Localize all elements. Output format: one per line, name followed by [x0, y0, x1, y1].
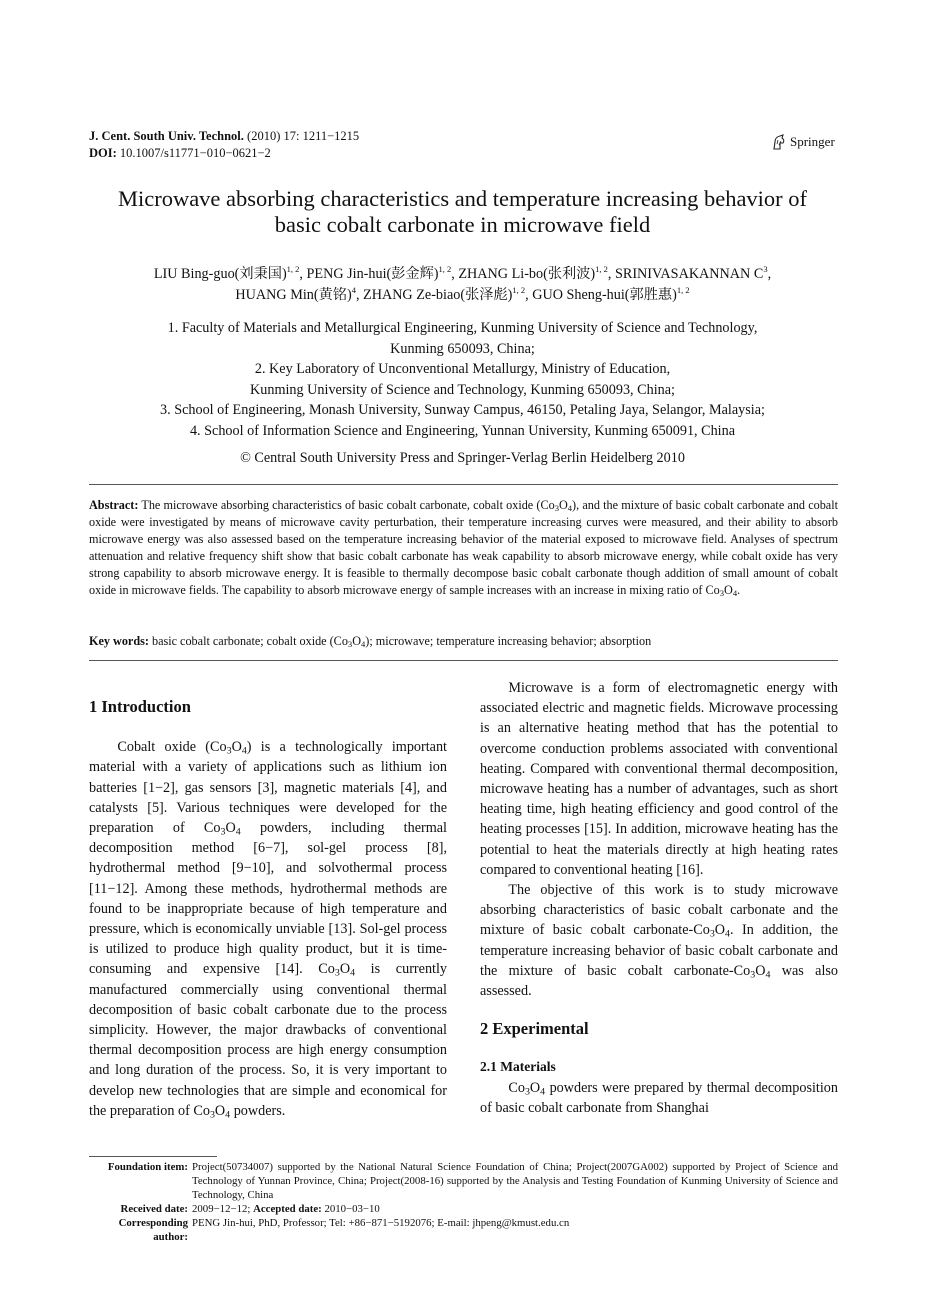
affiliation-line: 1. Faculty of Materials and Metallurgical Engineering, Kunming University of Science and Technology,	[167, 320, 758, 336]
author-affil-sup: 1, 2	[595, 264, 608, 274]
subscript: 4	[732, 588, 738, 599]
journal-header	[89, 128, 359, 162]
affiliation-line: 3. School of Engineering, Monash University, Sunway Campus, 46150, Petaling Jaya, Selangor, Malaysia;	[160, 402, 765, 418]
abstract	[89, 497, 838, 599]
accepted-label: Accepted date:	[253, 1203, 322, 1215]
text-run: powders.	[230, 1102, 286, 1119]
subscript: 3	[334, 967, 340, 979]
keywords-text: ); microwave; temperature increasing behavior; absorption	[365, 634, 652, 648]
subscript: 4	[350, 967, 356, 979]
publisher-logo	[772, 134, 835, 150]
text-run: powders were prepared by thermal decomposition of basic cobalt carbonate from Shanghai	[480, 1079, 838, 1116]
author-line-2	[60, 285, 865, 306]
text-run: The objective of this work is to study microwave absorbing characteristics of basic cobalt carbonate and the mixture of basic cobalt carbonate-Co	[480, 882, 838, 939]
section-heading-experimental: 2 Experimental	[480, 1019, 589, 1039]
title-line-2: basic cobalt carbonate in microwave field	[274, 212, 651, 237]
subscript: 4	[540, 1086, 546, 1098]
footnote-text: PENG Jin-hui, PhD, Professor; Tel: +86−871−5192076; E-mail: jhpeng@kmust.edu.cn	[192, 1217, 570, 1229]
received-date: 2009−12−12;	[192, 1203, 251, 1215]
author-affil-sup: 1, 2	[438, 264, 452, 274]
author-separator: ,	[767, 266, 772, 282]
abstract-text: ), and the mixture of basic cobalt carbonate and cobalt oxide were investigated by means of microwave cavity perturbation, their temperature increasing curves were measured, and their ability to absorb microwave energy was also assessed based on the temperature increasing behavior of the material exposed to microwave field. Analyses of spectrum attenuation and relative frequency shift show that basic cobalt carbonate has weak capability to absorb microwave energy, while cobalt oxide has very strong capability to absorb microwave energy. It is feasible to thermally decompose basic cobalt carbonate though addition of small amount of cobalt oxide in microwave fields. The capability to absorb microwave energy of sample increases with an increase in mixing ratio of Co	[89, 498, 838, 597]
subscript: 3	[209, 1109, 215, 1121]
title-line-1: Microwave absorbing characteristics and temperature increasing behavior of	[117, 186, 808, 211]
author-affil-sup: 3	[763, 264, 768, 274]
chem-o: O	[352, 634, 361, 648]
footnote-corresponding	[89, 1216, 838, 1244]
abstract-text: .	[737, 583, 741, 597]
keywords	[89, 633, 838, 650]
subscript: 4	[725, 928, 731, 940]
citation: (2010) 17: 1211−1215	[247, 129, 360, 143]
copyright-notice: © Central South University Press and Springer-Verlag Berlin Heidelberg 2010	[240, 450, 685, 466]
author-name: , PENG Jin-hui(彭金辉)	[299, 266, 439, 282]
subscript: 4	[567, 503, 573, 514]
journal-name: J. Cent. South Univ. Technol.	[89, 129, 244, 143]
subscript: 4	[241, 745, 247, 757]
author-name: , ZHANG Ze-biao(张泽彪)	[355, 287, 513, 303]
subscript: 4	[225, 1109, 231, 1121]
chem-o: O	[339, 961, 351, 978]
footnote-label: Received date:	[120, 1203, 188, 1215]
accepted-date: 2010−03−10	[324, 1203, 380, 1215]
subscript: 4	[361, 639, 366, 650]
abstract-label: Abstract:	[89, 498, 139, 512]
subscript: 3	[524, 1086, 530, 1098]
affiliation-line: 2. Key Laboratory of Unconventional Metallurgy, Ministry of Education,	[254, 361, 671, 377]
doi-link[interactable]: 10.1007/s11771−010−0621−2	[119, 146, 271, 160]
text-run: ) is a technologically important material with a variety of applications such as lithium ion batteries [1−2], gas sensors [3], magnetic materials [4], and catalysts [5]. Various techniques were developed for the preparation of Co	[89, 739, 448, 837]
left-column	[89, 697, 447, 1121]
text-run: . In addition, the temperature increasing behavior of basic cobalt carbonate and the mixture of basic cobalt carbonate-Co	[480, 922, 838, 979]
paragraph	[89, 737, 447, 1121]
divider-top	[89, 484, 838, 485]
affiliation-line: Kunming 650093, China;	[390, 340, 535, 357]
chem-o: O	[214, 1102, 226, 1119]
chem-o: O	[755, 962, 766, 979]
author-list	[60, 264, 865, 306]
paragraph	[480, 1078, 838, 1118]
footnote-label: Corresponding author:	[118, 1217, 188, 1243]
keywords-label: Key words:	[89, 634, 149, 648]
footnote-text: Project(50734007) supported by the National Natural Science Foundation of China; Project(2007GA002) supported by Project of Science and Technology of Yunnan Province, China; Project(2008-16) supported by the Analysis and Testing Foundation of Kunming University of Science and Technology, China	[192, 1161, 838, 1201]
chem-o: O	[225, 820, 236, 837]
subscript: 3	[347, 639, 353, 650]
doi-label: DOI:	[89, 146, 117, 160]
subscript: 3	[554, 503, 559, 514]
author-affil-sup: 1, 2	[286, 264, 300, 274]
chem-o: O	[714, 922, 726, 939]
chem-o: O	[529, 1079, 541, 1096]
right-column	[480, 678, 838, 1118]
text-run: powders, including thermal decomposition method [6−7], sol-gel process [8], hydrothermal method [9−10], and solvothermal process [11−12]. Among these methods, hydrothermal methods are found to be inappropriate because of high temperature and pressure, which is economically unviable [13]. Sol-gel process is utilized to produce high quality product, but it is time-consuming and expensive [14]. Co	[89, 820, 447, 978]
affiliation-line: 4. School of Information Science and Engineering, Yunnan University, Kunming 650091, China	[189, 422, 736, 439]
subscript: 3	[750, 969, 756, 981]
footnote-text	[192, 1202, 838, 1216]
text-run: Co	[508, 1079, 525, 1096]
springer-horse-icon	[772, 134, 786, 150]
subscript: 4	[235, 826, 241, 838]
author-name: , ZHANG Li-bo(张利波)	[451, 266, 596, 282]
chem-o: O	[558, 498, 568, 512]
abstract-text: The microwave absorbing characteristics of basic cobalt carbonate, cobalt oxide (Co	[138, 498, 555, 512]
chem-o: O	[231, 739, 242, 756]
author-name: HUANG Min(黄铭)	[235, 287, 352, 303]
author-name: , GUO Sheng-hui(郭胜惠)	[525, 287, 677, 303]
author-name: , SRINIVASAKANNAN C	[607, 266, 764, 282]
author-name: LIU Bing-guo(刘秉国)	[153, 266, 287, 282]
author-affil-sup: 1, 2	[676, 285, 690, 295]
subsection-heading-materials: 2.1 Materials	[480, 1059, 556, 1075]
keywords-text: basic cobalt carbonate; cobalt oxide (Co	[148, 634, 348, 648]
author-line-1	[60, 264, 865, 285]
chem-o: O	[724, 583, 733, 597]
author-affil-sup: 1, 2	[512, 285, 526, 295]
subscript: 3	[220, 826, 226, 838]
doi-line	[89, 145, 359, 162]
paragraph	[480, 880, 838, 1001]
subscript: 3	[226, 745, 232, 757]
text-run: Cobalt oxide (Co	[117, 739, 227, 756]
footnote-foundation	[89, 1160, 838, 1201]
footnote-label: Foundation item:	[107, 1161, 188, 1173]
publisher-name: Springer	[790, 134, 835, 149]
footnote-dates	[89, 1202, 838, 1216]
paragraph: Microwave is a form of electromagnetic energy with associated electric and magnetic fields. Microwave processing is an alternative heating method that has the potential to overcome conduction problems associated with conventional heating. Compared with conventional thermal decomposition, microwave heating has a number of advantages, such as short heating time, high heating efficiency and good control of the heating processes [15]. In addition, microwave heating has the potential to heat the materials directly at high heating rates compared to conventional heating [16].	[480, 680, 838, 878]
affiliation-line: Kunming University of Science and Technology, Kunming 650093, China;	[250, 381, 675, 398]
subscript: 3	[719, 588, 725, 599]
paper-title	[60, 186, 865, 238]
subscript: 3	[709, 928, 715, 940]
text-run: was also assessed.	[480, 962, 839, 1000]
section-heading-introduction: 1 Introduction	[89, 697, 191, 716]
affiliations	[60, 318, 865, 441]
text-run: is currently manufactured commercially using conventional thermal decomposition of basic cobalt carbonate due to the process simplicity. However, the major drawbacks of conventional thermal decomposition process are high energy consumption and long duration of the process. So, it is very important to develop new technologies that are simple and economical for the preparation of Co	[89, 961, 448, 1119]
subscript: 4	[765, 969, 771, 981]
citation-line	[89, 128, 359, 145]
author-affil-sup: 4	[351, 285, 356, 295]
divider-bottom	[89, 660, 838, 661]
footnote-rule	[89, 1156, 217, 1157]
